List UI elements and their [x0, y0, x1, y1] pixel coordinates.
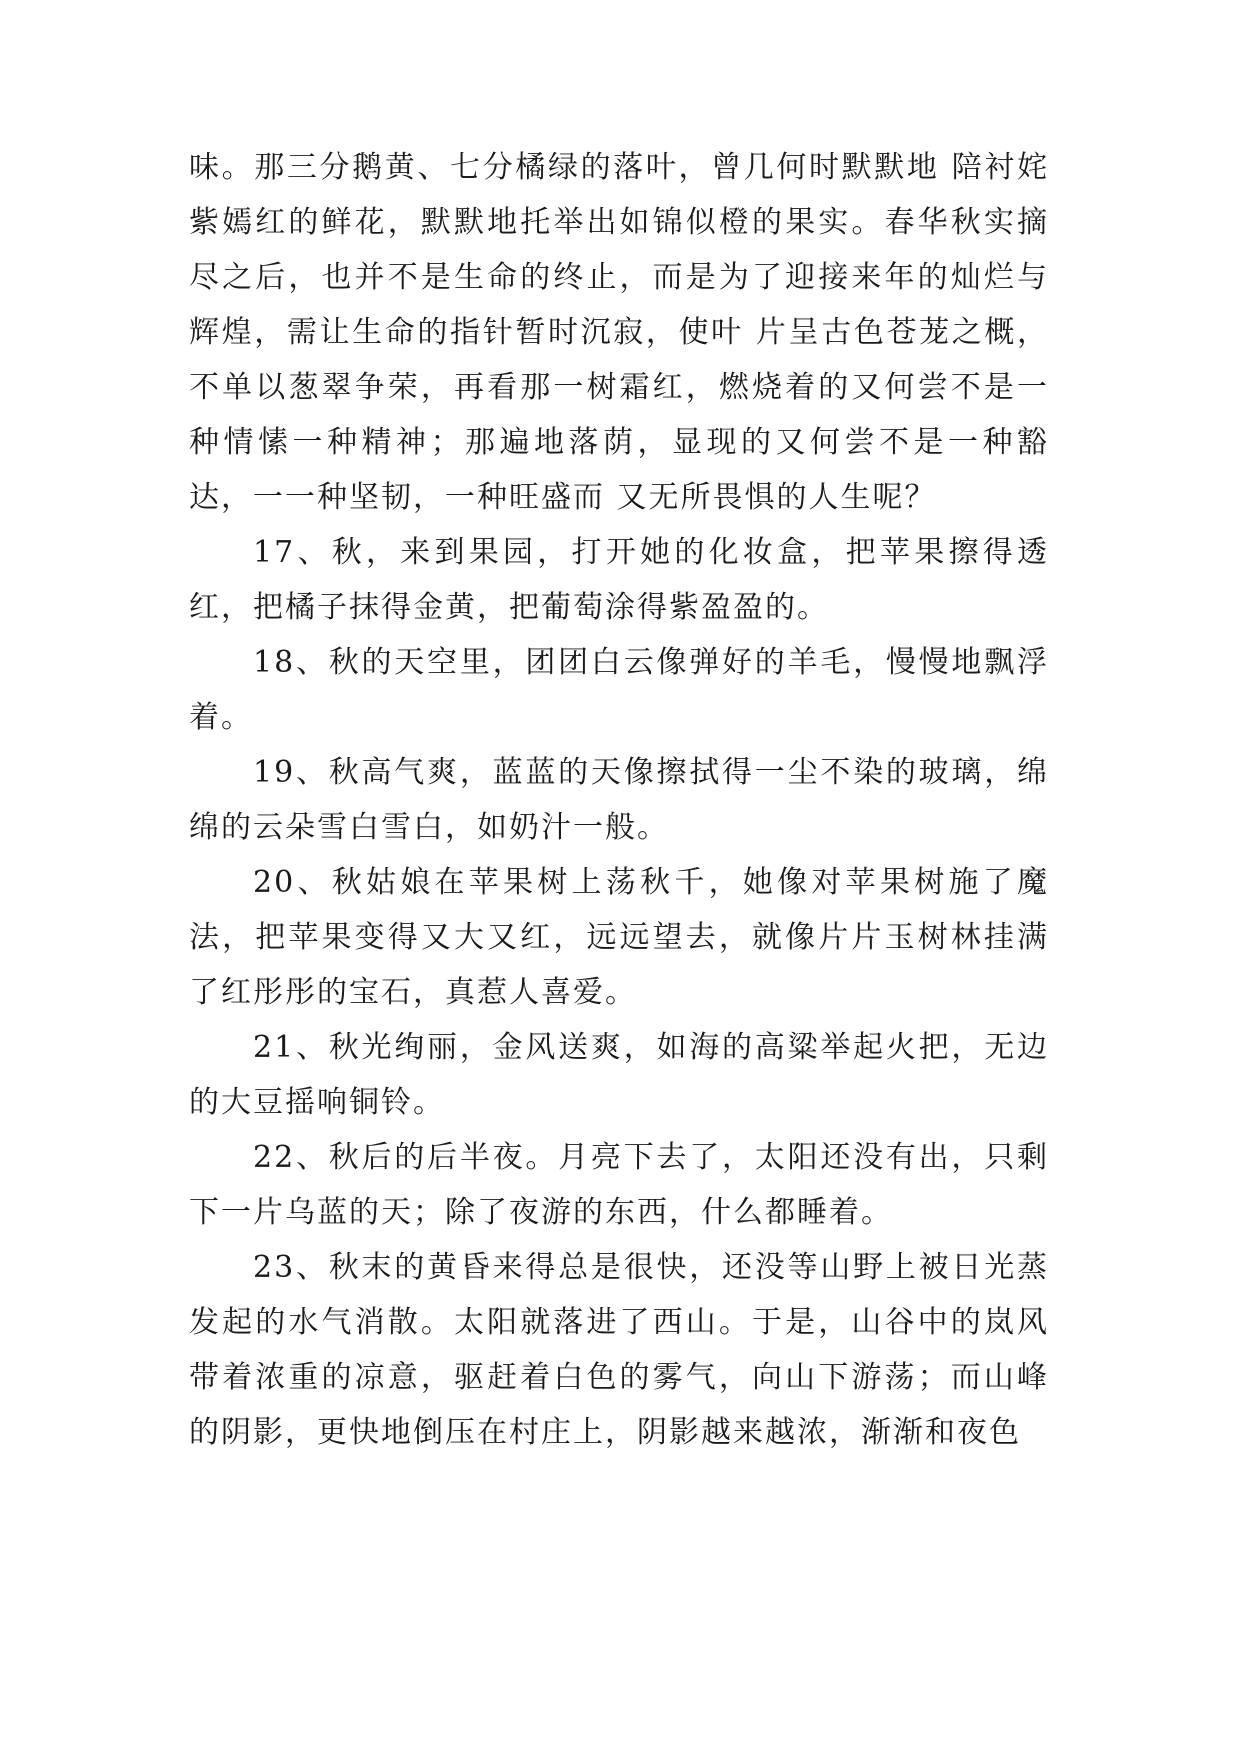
paragraph-17: 17、秋，来到果园，打开她的化妆盒，把苹果擦得透红，把橘子抹得金黄，把葡萄涂得紫盈盈的。: [189, 535, 1049, 625]
paragraph-21: 21、秋光绚丽，金风送爽，如海的高粱举起火把，无边的大豆摇响铜铃。: [189, 1030, 1049, 1120]
paragraph-23: 23、秋末的黄昏来得总是很快，还没等山野上被日光蒸发起的水气消散。太阳就落进了西山。于是，山谷中的岚风带着浓重的凉意，驱赶着白色的雾气，向山下游荡；而山峰的阴影，更快地倒压在村庄上，阴影越来越浓，渐渐和夜色: [189, 1250, 1049, 1450]
paragraph-continuation: 味。那三分鹅黄、七分橘绿的落叶，曾几何时默默地 陪衬姹紫嫣红的鲜花，默默地托举出如锦似橙的果实。春华秋实摘尽之后，也并不是生命的终止，而是为了迎接来年的灿烂与辉煌，需让生命的指针暂时沉寂，使叶 片呈古色苍茏之概，不单以葱翠争荣，再看那一树霜红，燃烧着的又何尝不是一种情愫一种精神；那遍地落荫，显现的又何尝不是一种豁达，一一种坚韧，一种旺盛而 又无所畏惧的人生呢？: [189, 150, 1049, 515]
document-body: [189, 140, 1049, 1460]
paragraph-18: 18、秋的天空里，团团白云像弹好的羊毛，慢慢地飘浮着。: [189, 645, 1049, 735]
paragraph-19: 19、秋高气爽，蓝蓝的天像擦拭得一尘不染的玻璃，绵绵的云朵雪白雪白，如奶汁一般。: [189, 755, 1049, 845]
paragraph-20: 20、秋姑娘在苹果树上荡秋千，她像对苹果树施了魔法，把苹果变得又大又红，远远望去，就像片片玉树林挂满了红彤彤的宝石，真惹人喜爱。: [189, 865, 1049, 1010]
paragraph-22: 22、秋后的后半夜。月亮下去了，太阳还没有出，只剩下一片乌蓝的天；除了夜游的东西，什么都睡着。: [189, 1140, 1049, 1230]
